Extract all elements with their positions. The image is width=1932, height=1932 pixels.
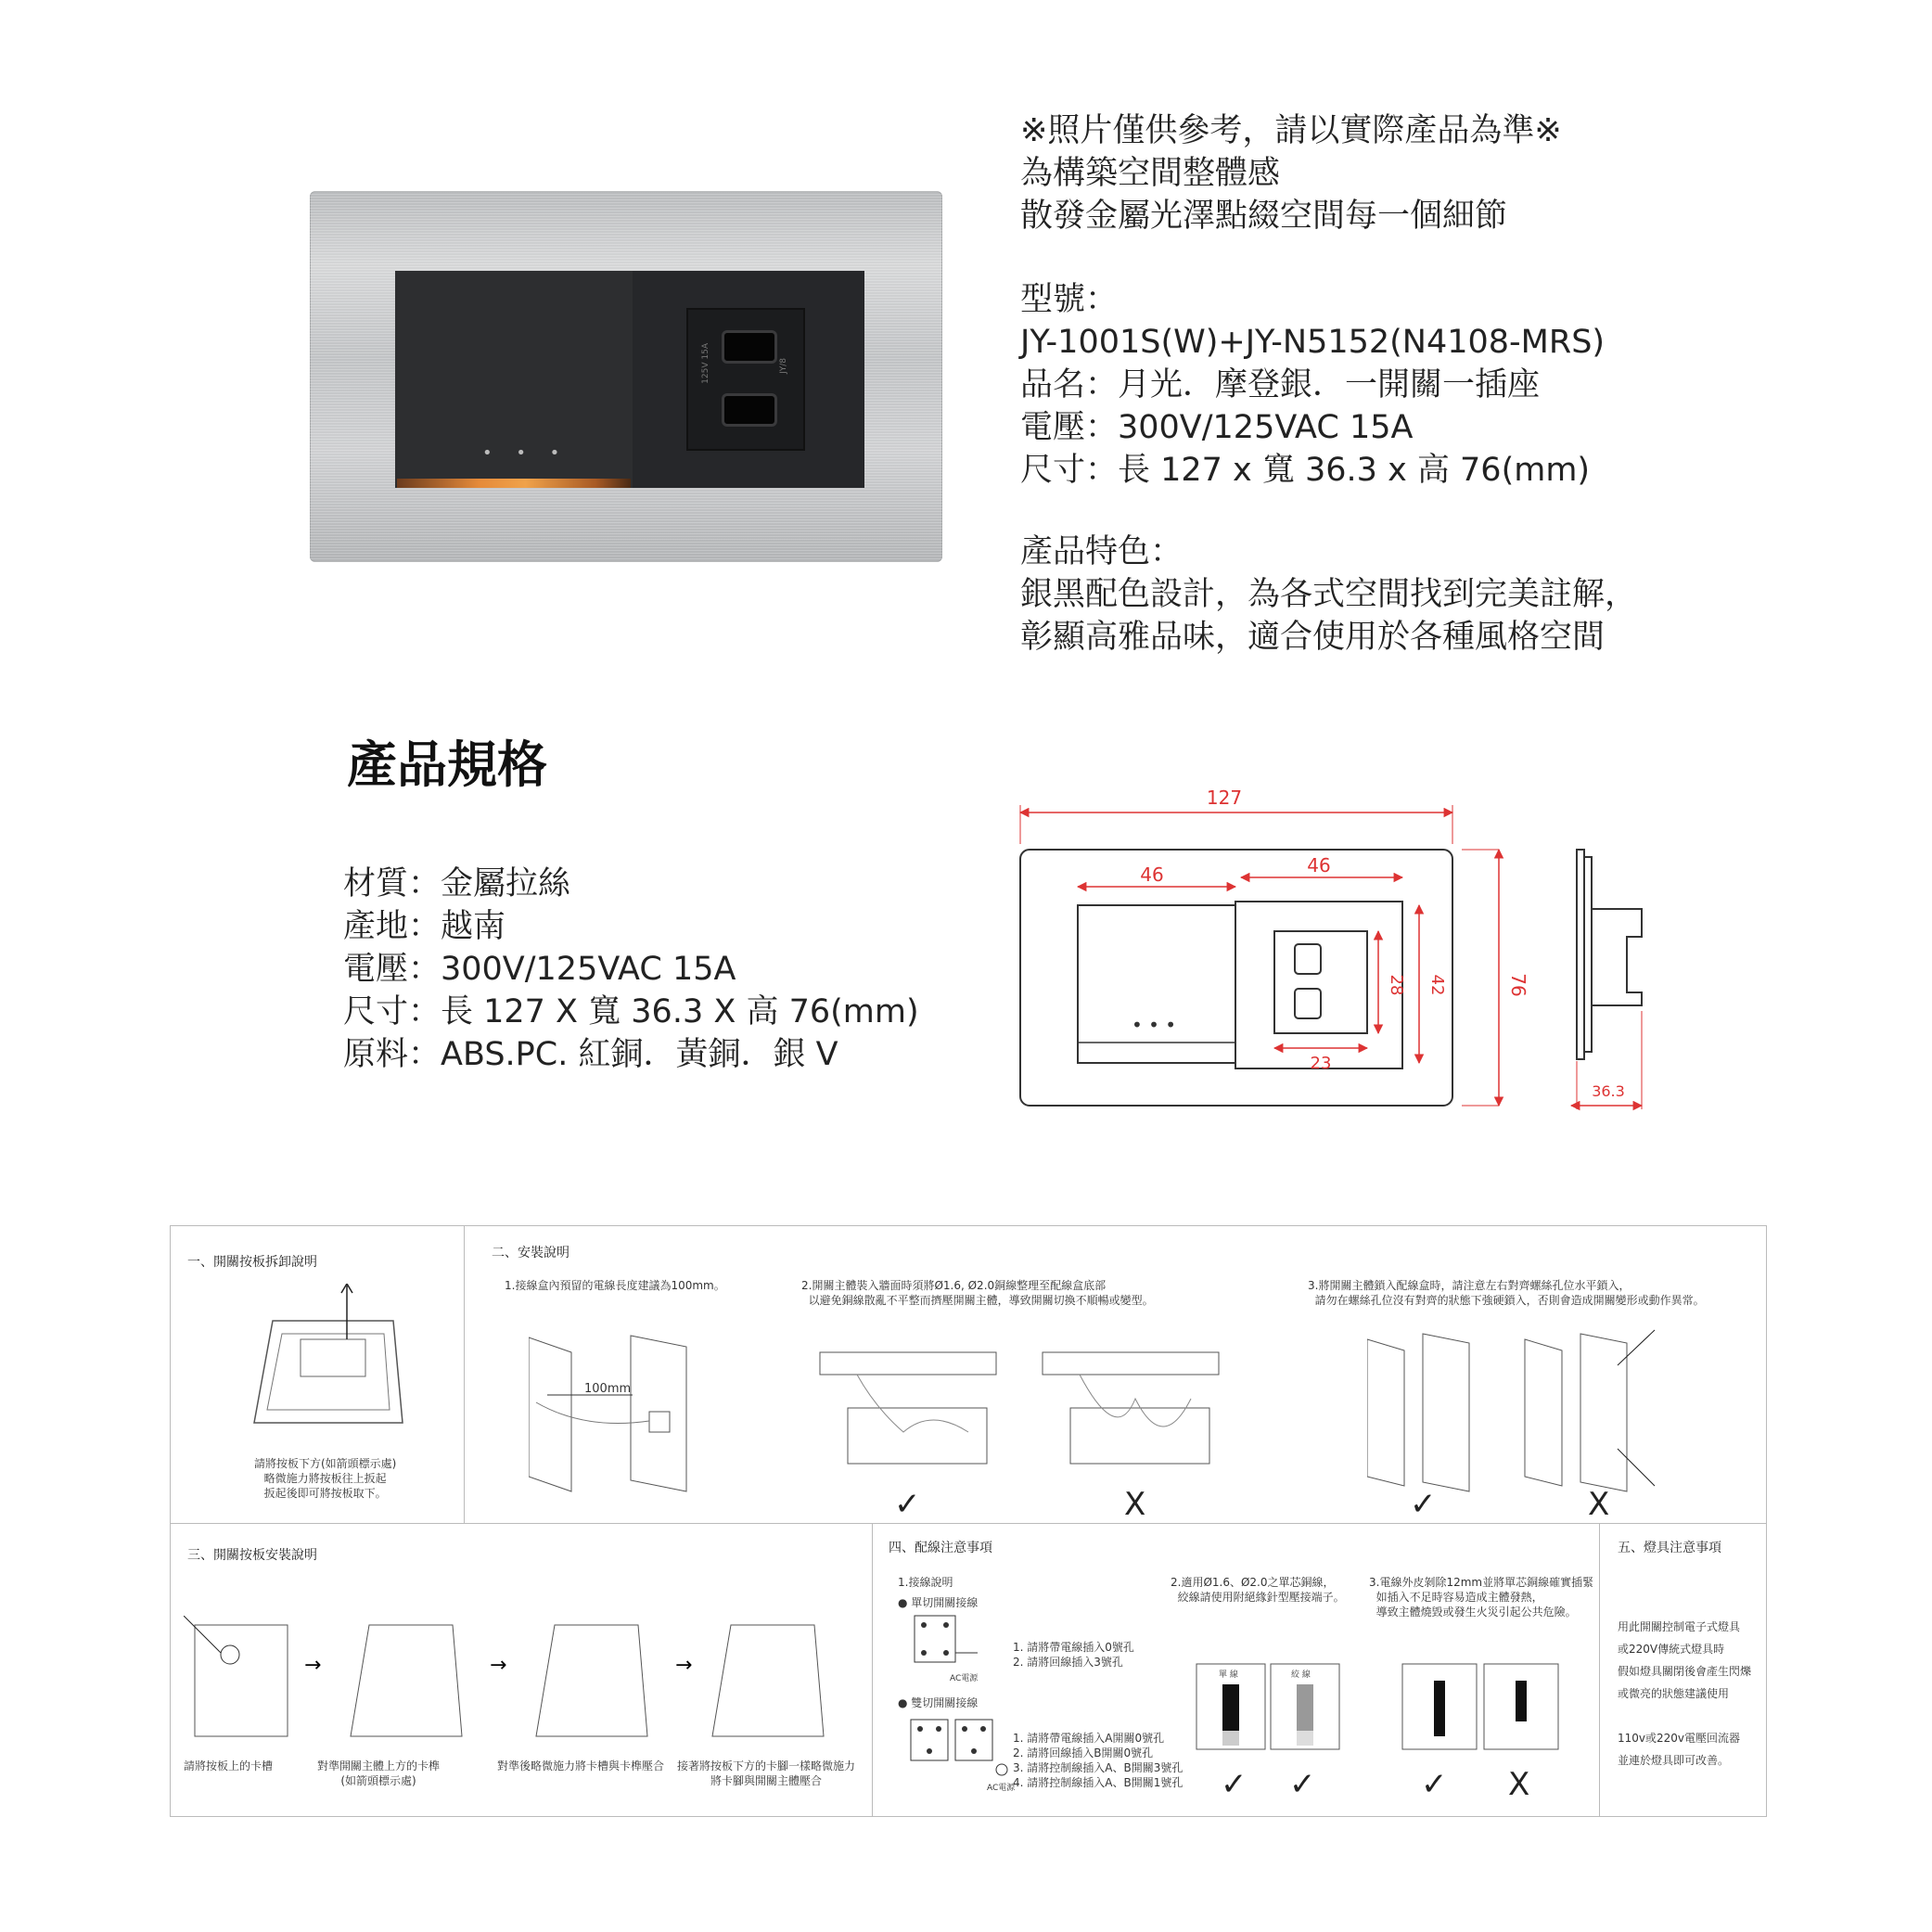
features-line-1: 銀黑配色設計，為各式空間找到完美註解， <box>1020 576 1638 613</box>
s2-step-1: 1.接線盒內預留的電線長度建議為100mm。 <box>505 1279 725 1292</box>
s4-double-notes: 1. 請將帶電線插入A開關0號孔 2. 請將回線插入B開關0號孔 3. 請將控制線插入A、B開關3號孔 4. 請將控制線插入A、B開關1號孔 <box>1013 1732 1184 1789</box>
s4-mark-3: ✓ <box>1421 1766 1448 1803</box>
intro-line-2: 散發金屬光澤點綴空間每一個細節 <box>1020 198 1508 235</box>
dim-outlet-height: 42 <box>1427 974 1447 996</box>
s3-caption-2: 對準開關主體上方的卡榫 (如箭頭標示處) <box>317 1759 441 1787</box>
svg-text:→: → <box>490 1654 507 1677</box>
s2-step-2: 2.開關主體裝入牆面時須將Ø1.6, Ø2.0銅線整理至配線盒底部 以避免銅線散亂不平整而擠壓開關主體，導致開關切換不順暢或變型。 <box>801 1279 1154 1307</box>
dim-outlet-inner-width: 23 <box>1310 1054 1332 1073</box>
features-label: 產品特色： <box>1020 533 1184 570</box>
s2-step3-illustration <box>1367 1328 1738 1495</box>
s4-ac-label-1: AC電源 <box>950 1674 979 1683</box>
s4-single-wire-label: 單 線 <box>1219 1670 1238 1680</box>
wire-insert-diagram <box>1401 1662 1567 1755</box>
s3-caption-4: 接著將按板下方的卡腳一樣略微施力 將卡腳與開關主體壓合 <box>677 1759 856 1787</box>
dimension-drawing <box>1011 779 1679 1132</box>
s4-title: 四、配線注意事項 <box>889 1541 992 1555</box>
s5-body: 用此開關控制電子式燈具 或220V傳統式燈具時 假如燈具關閉後會產生閃爍 或微亮的狀態建議使用 110v或220v電壓回流器 並連於燈具即可改善。 <box>1618 1620 1752 1767</box>
outlet-slot-top <box>722 330 777 364</box>
s3-caption-3: 對準後略微施力將卡槽與卡榫壓合 <box>497 1759 665 1772</box>
s4-double-text: 雙切開關接線 <box>911 1696 979 1709</box>
rocker-switch <box>395 271 633 488</box>
installation-manual <box>170 1225 1767 1817</box>
s4-ac-label-2: AC電源 <box>987 1784 1016 1793</box>
s2-step-3: 3.將開關主體鎖入配線盒時，請注意左右對齊螺絲孔位水平鎖入， 請勿在螺絲孔位沒有對齊的狀態下強硬鎖入，否則會造成開關變形或動作異常。 <box>1308 1279 1705 1307</box>
s2-mark-1: ✓ <box>894 1486 921 1523</box>
outlet-slot-bottom <box>722 393 777 427</box>
features-line-2: 彰顯高雅品味，適合使用於各種風格空間 <box>1020 619 1606 656</box>
s2-title: 二、安裝說明 <box>492 1246 569 1260</box>
spec-voltage: 電壓：300V/125VAC 15A <box>343 951 736 988</box>
s4-single-text: 單切開關接線 <box>911 1596 979 1609</box>
model-size: 尺寸：長 127 x 寬 36.3 x 高 76(mm) <box>1020 452 1591 489</box>
s2-step2-illustration <box>811 1343 1237 1482</box>
side-view-body <box>1592 909 1642 1005</box>
dim-switch-width: 46 <box>1140 864 1164 886</box>
s4-single-notes: 1. 請將帶電線插入0號孔 2. 請將回線插入3號孔 <box>1013 1641 1134 1669</box>
indicator-dots: • • • <box>482 443 569 463</box>
s4-item-2: 2.適用Ø1.6、Ø2.0之單芯銅線， 絞線請使用附絕緣針型壓接端子。 <box>1171 1576 1345 1604</box>
switch-outline <box>1078 905 1235 1063</box>
model-label: 型號： <box>1020 281 1119 318</box>
dim-outlet-inner-height: 28 <box>1387 974 1406 996</box>
s4-item-3: 3.電線外皮剝除12mm並將單芯銅線確實插緊 如插入不足時容易造成主體發熱， 導致主體燒毀或發生火災引起公共危險。 <box>1369 1576 1594 1619</box>
s4-wiring-label: 1.接線說明 <box>898 1576 953 1589</box>
s2-100mm-label: 100mm <box>584 1382 632 1396</box>
dim-total-width: 127 <box>1206 787 1243 809</box>
dim-total-height: 76 <box>1507 973 1529 997</box>
spec-material: 材質：金屬拉絲 <box>343 865 571 902</box>
led-glow-strip <box>397 479 631 488</box>
spec-raw-material: 原料：ABS.PC. 紅銅．黃銅．銀 V <box>343 1036 838 1073</box>
s4-double-label: ● 雙切開關接線 <box>898 1696 979 1709</box>
disclaimer-note: ※照片僅供參考，請以實際產品為準※ <box>1020 112 1562 149</box>
svg-text:→: → <box>675 1654 693 1677</box>
single-switch-diagram <box>913 1614 987 1679</box>
dim-depth: 36.3 <box>1592 1082 1625 1100</box>
s3-caption-1: 請將按板上的卡槽 <box>184 1759 274 1772</box>
intro-line-1: 為構築空間整體感 <box>1020 155 1281 192</box>
s4-mark-2: ✓ <box>1289 1766 1316 1803</box>
s4-stranded-wire-label: 絞 線 <box>1291 1670 1311 1680</box>
s2-mark-2: X <box>1124 1486 1146 1523</box>
s1-caption: 請將按板下方(如箭頭標示處) 略微施力將按板往上扳起 扳起後即可將按板取下。 <box>254 1457 397 1500</box>
outlet-brand-label: JY/8 <box>779 358 788 374</box>
product-name: 品名：月光．摩登銀．一開關一插座 <box>1020 366 1541 403</box>
s5-title: 五、燈具注意事項 <box>1618 1541 1721 1555</box>
double-switch-diagram <box>909 1718 1020 1783</box>
spec-size: 尺寸：長 127 X 寬 36.3 X 高 76(mm) <box>343 993 919 1030</box>
model-voltage: 電壓：300V/125VAC 15A <box>1020 409 1414 446</box>
s2-mark-4: X <box>1588 1486 1610 1523</box>
outlet-face <box>686 308 805 451</box>
side-view-plate <box>1577 850 1584 1059</box>
svg-text:• • •: • • • <box>1132 1014 1177 1036</box>
s4-mark-4: X <box>1508 1766 1530 1803</box>
dim-outlet-width: 46 <box>1307 854 1331 876</box>
svg-text:→: → <box>304 1654 322 1677</box>
spec-origin: 產地：越南 <box>343 908 506 945</box>
power-outlet <box>633 271 864 488</box>
outlet-rating-label: 125V 15A <box>701 343 710 384</box>
s4-single-label: ● 單切開關接線 <box>898 1596 979 1609</box>
s3-title: 三、開關按板安裝說明 <box>187 1548 317 1563</box>
s2-mark-3: ✓ <box>1410 1486 1437 1523</box>
s2-step1-illustration <box>529 1328 705 1495</box>
s1-title: 一、開關按板拆卸說明 <box>187 1255 317 1270</box>
model-number: JY-1001S(W)+JY-N5152(N4108-MRS) <box>1020 324 1606 361</box>
s4-mark-1: ✓ <box>1221 1766 1247 1803</box>
spec-title: 產品規格 <box>347 736 547 794</box>
s3-illustration <box>184 1616 833 1746</box>
outlet-outline <box>1235 902 1402 1068</box>
s1-illustration <box>245 1284 412 1441</box>
